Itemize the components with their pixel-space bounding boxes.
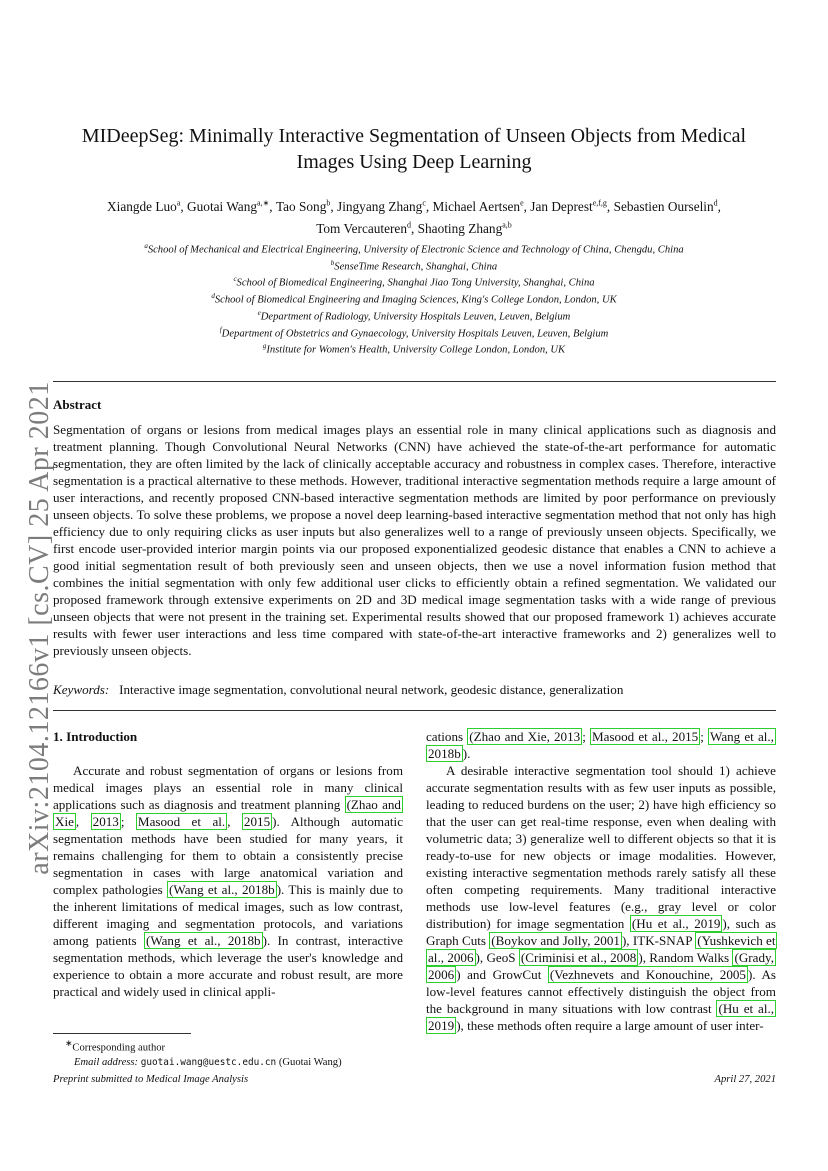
abstract-top-rule [53,381,776,382]
footnote-mark: ∗ [65,1038,73,1048]
author: Sebastien Ourselin$^d$, [613,199,721,215]
citation-link[interactable]: (Zhao and Xie, 2013 [469,729,581,744]
citation-link[interactable]: 2013 [92,814,119,829]
citation-link[interactable]: (Criminisi et al., 2008 [520,950,637,965]
keywords [53,681,776,698]
footnote-rule [53,1033,191,1034]
citation-link[interactable]: 2015 [243,814,271,829]
affiliation: $^e$Department of Radiology, University Hospitals Leuven, Leuven, Belgium [257,308,571,323]
intro-right-column [426,728,776,1034]
section-heading: 1. Introduction [53,729,138,744]
citation-link[interactable]: (Yushkevich et al., 2006 [428,933,776,965]
paper-title [50,123,778,175]
author: Tao Song$^b$, [275,199,338,215]
abstract-body: Segmentation of organs or lesions from medical images plays an essential role in many clinical applications such as diagnosis and treatment planning. Though Convolutional Neural Networks (CNN) have achieved the state-of-the-art performance for automatic segmentation, they are often limited by the lack of clinically acceptable accuracy and robustness in complex cases. Therefore, interactive segmentation is a practical alternative to these methods. However, traditional interactive segmentation methods require a large amount of user interactions, and recently proposed CNN-based interactive segmentation methods are limited by poor performance on previously unseen objects. To solve these problems, we propose a novel deep learning-based interactive segmentation method that not only has high efficiency due to only requiring clicks as user inputs but also generalizes well to a range of previously unseen objects. Specifically, we first encode user-provided interior margin points via our proposed exponentialized geodesic distance that enables a CNN to achieve a good initial segmentation result of both previously seen and unseen objects, then we use a novel information fusion method that combines the initial segmentation with only few additional user clicks to efficiently obtain a refined segmentation. We validated our proposed framework through extensive experiments on 2D and 3D medical image segmentation tasks with a wide range of previous unseen objects that were not present in the training set. Experimental results showed that our proposed framework 1) achieves accurate results with fewer user interactions and less time compared with state-of-the-art interactive frameworks and 2) generalizes well to previously unseen objects. [53,422,776,658]
intro-left-column [53,728,403,1000]
keywords-label: Keywords: [53,682,110,697]
author: Jingyang Zhang$^c$, [337,199,433,215]
footnote [53,1036,413,1070]
citation-link[interactable]: (Wang et al., 2018b [145,933,261,948]
citation-link[interactable]: (Grady, 2006 [428,950,774,982]
citation-link[interactable]: (Hu et al., 2019 [631,916,721,931]
title-line-1: MIDeepSeg: Minimally Interactive Segmentation of Unseen Objects from Medical [81,125,747,147]
author: Tom Vercauteren$^d$, [316,220,418,236]
intro-paragraph-1-continued: cations (Zhao and Xie, 2013 ; Masood et al., 2015 ; Wang et al., 2018b ). [426,729,774,761]
footer-date: April 27, 2021 [714,1074,776,1085]
affiliation: $^c$School of Biomedical Engineering, Shanghai Jiao Tong University, Shanghai, China [233,275,595,289]
author: Xiangde Luo$^a$, [107,199,188,215]
citation-link[interactable]: Masood et al. [137,814,226,829]
arxiv-stamp: arXiv:2104.12166v1 [cs.CV] 25 Apr 2021 [24,381,55,875]
affiliation: $^g$Institute for Women's Health, University College London, London, UK [262,342,566,356]
corresponding-author-label: Corresponding author [72,1042,166,1054]
author: Michael Aertsen$^e$, [432,199,531,215]
affiliation: $^f$Department of Obstetrics and Gynaecology, University Hospitals Leuven, Leuven, Belgium [219,325,609,340]
citation-link[interactable]: (Hu et al., 2019 [428,1001,774,1033]
intro-paragraph-1: Accurate and robust segmentation of organs or lesions from medical images plays an essential role in many clinical applications such as diagnosis and treatment planning (Zhao and Xie , 2013 ; Masood et al. , 2015 ). Although automatic segmentation methods have been studied for many years, it remains challenging for them to obtain a consistently precise segmentation in cases with large anatomical variation and complex pathologies (Wang et al., 2018b ). This is mainly due to the inherent limitations of medical images, such as low contrast, different imaging and segmentation protocols, and variations among patients (Wang et al., 2018b ). In contrast, interactive segmentation methods, which leverage the user's knowledge and experience to obtain a more accurate and robust result, are more practical and widely used in clinical appli- [53,763,404,999]
title-line-2: Images Using Deep Learning [296,151,532,173]
keywords-text: Interactive image segmentation, convolutional neural network, geodesic distance, generalization [119,682,624,697]
affiliation: $^d$School of Biomedical Engineering and Imaging Sciences, King's College London, London, UK [211,292,617,306]
citation-link[interactable]: (Boykov and Jolly, 2001 [491,933,620,948]
abstract-heading: Abstract [53,397,102,412]
author: Jan Deprest$^{e,f,g}$, [530,199,614,215]
abstract-bottom-rule [53,710,776,711]
citation-link[interactable]: Masood et al., 2015 [591,729,699,744]
author: Shaoting Zhang$^{a,b}$ [417,220,512,236]
email-label: Email address: [74,1056,139,1068]
affiliation: $^b$SenseTime Research, Shanghai, China [330,258,498,273]
affiliation-list [50,240,778,357]
email-owner: (Guotai Wang) [278,1056,342,1068]
citation-link[interactable]: (Vezhnevets and Konouchine, 2005 [549,967,746,982]
author: Guotai Wang$^{a,∗}$, [187,199,276,215]
affiliation: $^a$School of Mechanical and Electrical Engineering, University of Electronic Science and Technology of China, Chengdu, China [144,242,684,256]
footer-venue: Preprint submitted to Medical Image Analysis [53,1074,249,1085]
email-link[interactable]: guotai.wang@uestc.edu.cn [140,1056,277,1068]
author-list [50,195,778,238]
citation-link[interactable]: (Wang et al., 2018b [169,882,275,897]
citation-link[interactable]: Wang et al., 2018b [428,729,774,761]
intro-paragraph-2: A desirable interactive segmentation tool should 1) achieve accurate segmentation results with as few user inputs as possible, leading to reduced burdens on the user; 2) have high efficiency so that the user can get real-time response, even when dealing with volumetric data; 3) generalize well to different objects so that it is ready-to-use for new objects or image modalities. However, existing interactive segmentation methods rarely satisfy all these often competing requirements. Many traditional interactive methods use low-level features (e.g., gray level or color distribution) for image segmentation (Hu et al., 2019 ), such as Graph Cuts (Boykov and Jolly, 2001 ), ITK-SNAP (Yushkevich et al., 2006 ), GeoS (Criminisi et al., 2008 ), Random Walks (Grady, 2006 ) and GrowCut (Vezhnevets and Konouchine, 2005 ). As low-level features cannot effectively distinguish the object from the background in many situations with low contrast (Hu et al., 2019 ), these methods often require a large amount of user inter- [426,763,776,1033]
citation-link[interactable]: (Zhao and Xie [55,797,401,829]
